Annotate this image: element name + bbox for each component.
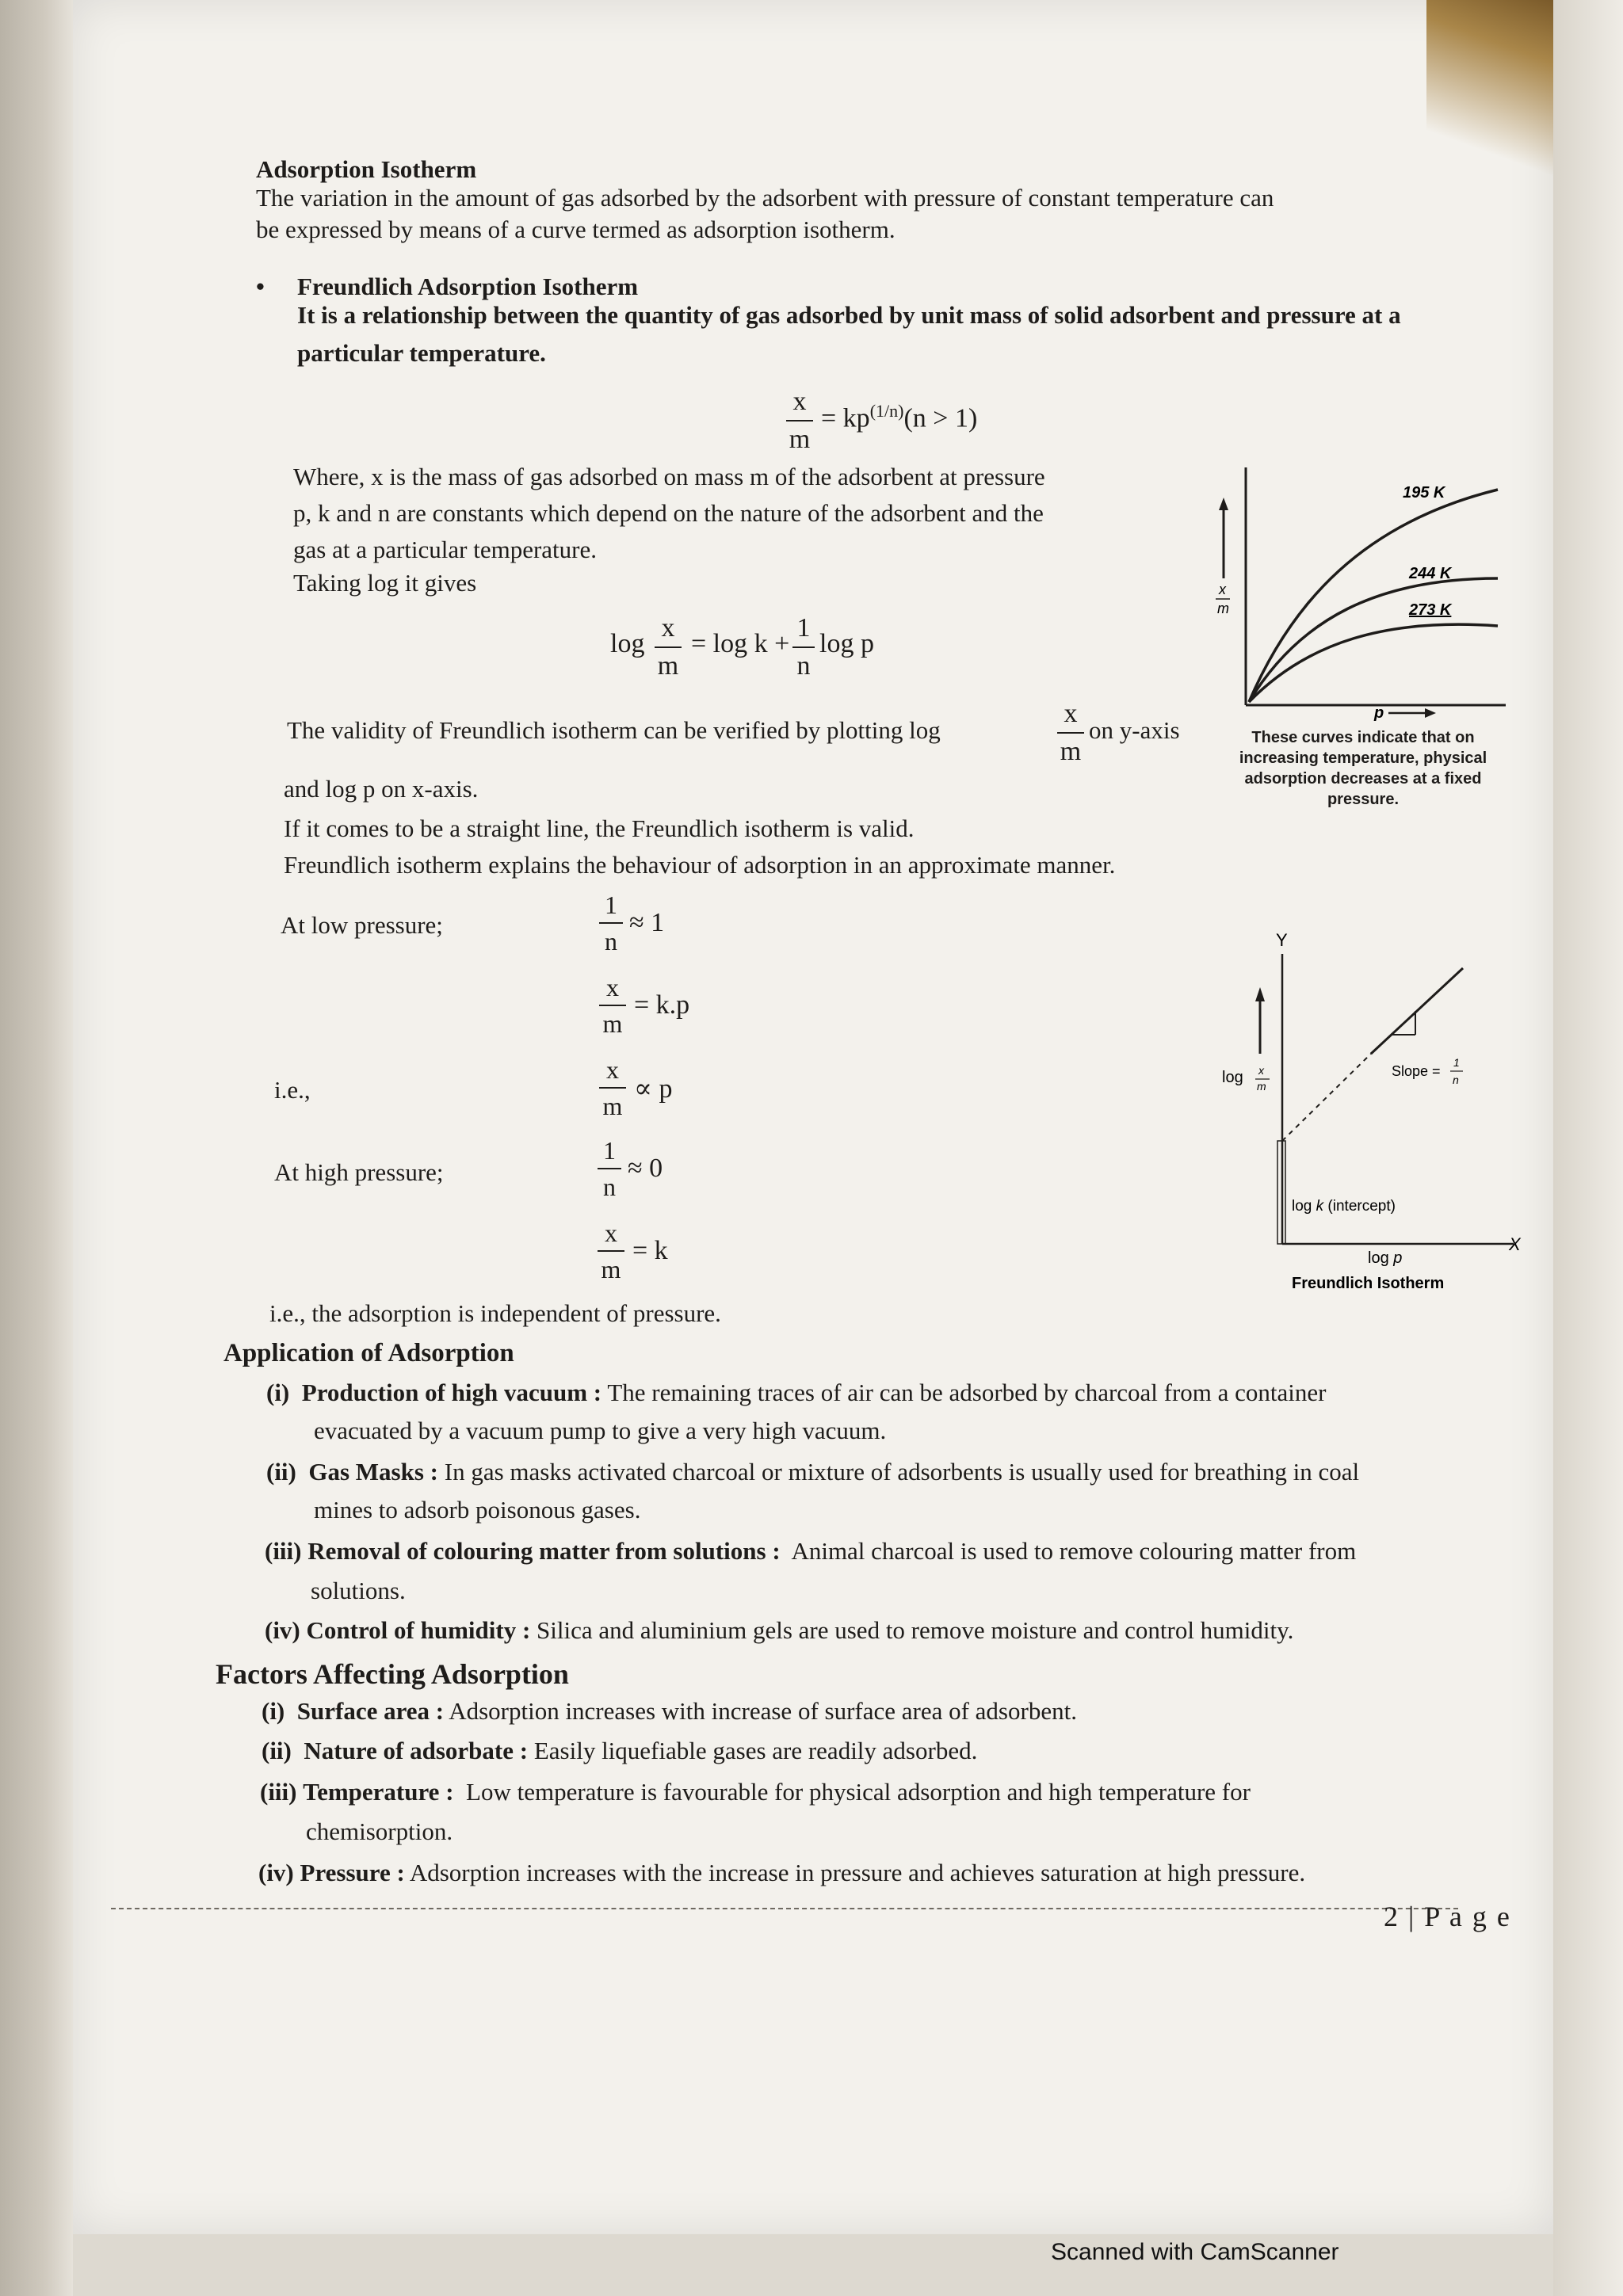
graph2-x-axis-label: X <box>1509 1234 1521 1254</box>
svg-text:m: m <box>1257 1080 1266 1093</box>
application-item-3: (iii) Removal of colouring matter from solutions : Animal charcoal is used to remove colouring matter from <box>265 1537 1357 1565</box>
graph1-x-label: p <box>1374 704 1384 722</box>
label-273k: 273 K <box>1409 601 1452 619</box>
freundlich-isotherm-graph <box>1212 927 1529 1299</box>
application-item-2-cont: mines to adsorb poisonous gases. <box>314 1496 641 1524</box>
validity-text-a: The validity of Freundlich isotherm can be verified by plotting log <box>287 716 941 744</box>
graph2-x-label: log p <box>1368 1249 1403 1267</box>
where-line-2: p, k and n are constants which depend on the nature of the adsorbent and the <box>293 499 1044 527</box>
svg-text:x: x <box>1258 1064 1264 1077</box>
bullet-icon: • <box>256 273 265 300</box>
low-frac-xm-2: x m <box>599 1057 626 1119</box>
factor-item-4: (iv) Pressure : Adsorption increases with the increase in pressure and achieves saturation at high pressure. <box>258 1859 1306 1886</box>
graph1-y-arrowhead <box>1219 498 1228 510</box>
scan-right-edge <box>1553 0 1623 2296</box>
high-pressure-label: At high pressure; <box>274 1158 444 1186</box>
graph1-y-label-num: x <box>1219 582 1226 597</box>
application-item-4: (iv) Control of humidity : Silica and aluminium gels are used to remove moisture and control humidity. <box>265 1616 1294 1644</box>
where-line-3: gas at a particular temperature. <box>293 536 597 563</box>
extrapolated-line <box>1282 1054 1371 1141</box>
graph2-caption: Freundlich Isotherm <box>1292 1275 1445 1292</box>
eq2-fraction-xm: x m <box>655 615 682 680</box>
straight-line-text: If it comes to be a straight line, the Freundlich isotherm is valid. <box>284 814 915 842</box>
footer-rule <box>111 1908 1458 1909</box>
high-frac-1n-rhs: ≈ 0 <box>628 1154 663 1183</box>
curve-244k <box>1249 578 1498 702</box>
explains-text: Freundlich isotherm explains the behaviour of adsorption in an approximate manner. <box>284 851 1116 879</box>
and-log-text: and log p on x-axis. <box>284 775 479 803</box>
low-frac-xm-1: x m <box>599 974 626 1036</box>
low-frac-1n: 1 n <box>599 892 623 954</box>
label-195k: 195 K <box>1403 484 1445 502</box>
graph1-y-label-den: m <box>1217 601 1229 616</box>
factor-item-1: (i) Surface area : Adsorption increases with increase of surface area of adsorbent. <box>262 1697 1077 1725</box>
ie-label: i.e., <box>274 1076 311 1104</box>
high-frac-1n: 1 n <box>598 1138 621 1199</box>
where-line-1: Where, x is the mass of gas adsorbed on mass m of the adsorbent at pressure <box>293 463 1045 490</box>
heading-factors: Factors Affecting Adsorption <box>216 1658 569 1690</box>
svg-text:1: 1 <box>1453 1056 1460 1069</box>
application-item-1-cont: evacuated by a vacuum pump to give a very high vacuum. <box>314 1417 887 1444</box>
heading-freundlich: Freundlich Adsorption Isotherm <box>297 273 639 300</box>
page-number: 2 | P a g e <box>1384 1901 1511 1932</box>
scan-corner-shadow <box>1426 0 1553 206</box>
application-item-2: (ii) Gas Masks : In gas masks activated charcoal or mixture of adsorbents is usually used for breathing in coal <box>266 1458 1360 1486</box>
graph1-caption: These curves indicate that on increasing temperature, physical adsorption decreases at a fixed pressure. <box>1239 729 1487 808</box>
eq2-fraction-1n: 1 n <box>792 615 815 680</box>
eq2-log: log <box>610 629 645 658</box>
factor-item-2: (ii) Nature of adsorbate : Easily liquefiable gases are readily adsorbed. <box>262 1737 978 1764</box>
curve-273k <box>1249 624 1498 702</box>
validity-fraction: x m <box>1057 700 1084 765</box>
freundlich-def-line-2: particular temperature. <box>297 339 546 367</box>
eq1-fraction: x m <box>786 388 813 453</box>
eq2-mid: = log k + <box>691 629 790 658</box>
freundlich-def-line-1: It is a relationship between the quantity of gas adsorbed by unit mass of solid adsorbent and pressure at a <box>297 301 1401 329</box>
scan-left-edge <box>0 0 73 2296</box>
slope-label: Slope = <box>1392 1063 1441 1079</box>
freundlich-line <box>1371 968 1463 1054</box>
factor-item-3: (iii) Temperature : Low temperature is favourable for physical adsorption and high temperature for <box>260 1778 1251 1806</box>
low-frac-1n-rhs: ≈ 1 <box>629 908 665 937</box>
scanner-watermark: Scanned with CamScanner <box>1051 2239 1339 2265</box>
high-frac-xm-rhs: = k <box>632 1236 668 1265</box>
low-frac-xm-1-rhs: = k.p <box>634 990 690 1020</box>
svg-text:n: n <box>1453 1074 1459 1086</box>
taking-log-text: Taking log it gives <box>293 569 477 597</box>
application-item-3-cont: solutions. <box>311 1577 406 1604</box>
factor-item-3-cont: chemisorption. <box>306 1817 453 1845</box>
temperature-isotherm-graph <box>1205 460 1522 737</box>
validity-text-b: on y-axis <box>1089 716 1180 744</box>
intercept-label: log k (intercept) <box>1292 1198 1396 1215</box>
label-244k: 244 K <box>1409 565 1452 582</box>
intro-line-2: be expressed by means of a curve termed as adsorption isotherm. <box>256 215 896 243</box>
heading-applications: Application of Adsorption <box>223 1339 514 1367</box>
eq1-rhs: = $kp^{(1/n)}(n > 1)$ <box>821 401 978 433</box>
intro-line-1: The variation in the amount of gas adsorbed by the adsorbent with pressure of constant temperature can <box>256 184 1274 212</box>
graph2-y-axis-label: Y <box>1276 930 1288 950</box>
low-frac-xm-2-rhs: ∝ p <box>634 1074 673 1104</box>
application-item-1: (i) Production of high vacuum : The remaining traces of air can be adsorbed by charcoal from a container <box>266 1379 1327 1406</box>
high-frac-xm: x m <box>598 1220 624 1282</box>
low-pressure-label: At low pressure; <box>281 911 443 939</box>
graph2-y-label: log <box>1222 1069 1243 1086</box>
heading-adsorption-isotherm: Adsorption Isotherm <box>256 155 477 183</box>
eq2-end: log p <box>819 629 874 658</box>
independent-text: i.e., the adsorption is independent of pressure. <box>269 1299 721 1327</box>
